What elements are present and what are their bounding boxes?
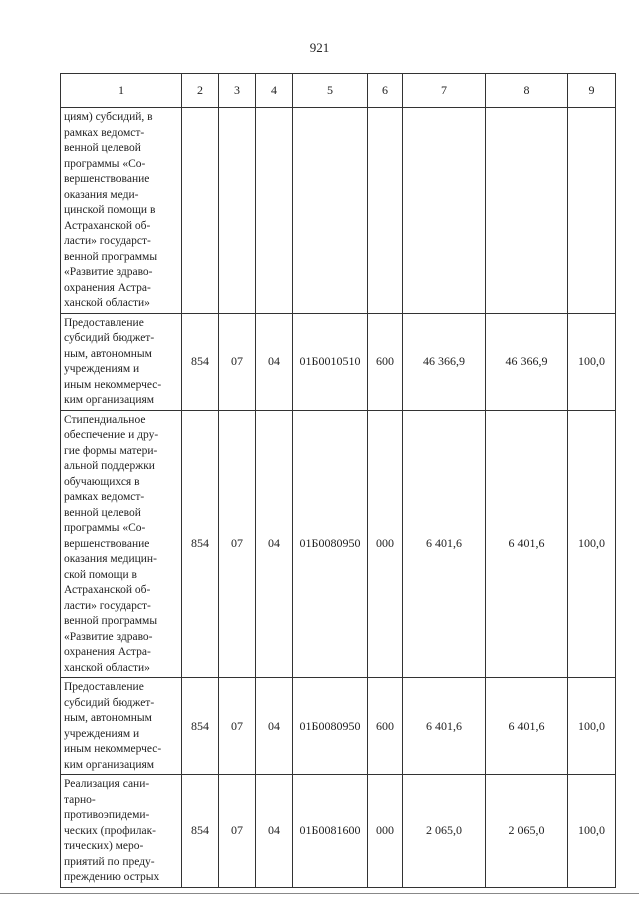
row-description: Реализация сани- тарно- противоэпидеми- ческих (профилак- тических) меро- приятий по преду- преждению острых <box>61 775 182 888</box>
row-grbs <box>182 108 219 314</box>
table-row <box>61 678 616 775</box>
row-target: 01Б0081600 <box>293 775 368 888</box>
row-target: 01Б0010510 <box>293 313 368 410</box>
row-section: 07 <box>219 678 256 775</box>
row-grbs: 854 <box>182 678 219 775</box>
page-number: 921 <box>309 40 330 55</box>
row-grbs: 854 <box>182 775 219 888</box>
row-percent: 100,0 <box>568 775 616 888</box>
row-subsection: 04 <box>256 313 293 410</box>
row-target: 01Б0080950 <box>293 410 368 678</box>
header-cell-8: 8 <box>486 74 568 108</box>
row-fact: 46 366,9 <box>486 313 568 410</box>
row-fact: 6 401,6 <box>486 678 568 775</box>
row-description: циям) субсидий, в рамках ведомст- венной целевой программы «Со- вершенствование оказания меди- цинской помощи в Астраханской об- ласти» государст- венной программы «Развитие здраво- охранения Астра- ханской области» <box>61 108 182 314</box>
row-fact <box>486 108 568 314</box>
header-row <box>61 74 616 108</box>
row-grbs: 854 <box>182 410 219 678</box>
row-fact: 2 065,0 <box>486 775 568 888</box>
row-subsection <box>256 108 293 314</box>
row-section: 07 <box>219 313 256 410</box>
row-subsection: 04 <box>256 775 293 888</box>
row-vr <box>368 108 403 314</box>
row-grbs: 854 <box>182 313 219 410</box>
row-vr: 600 <box>368 313 403 410</box>
row-target: 01Б0080950 <box>293 678 368 775</box>
header-cell-4: 4 <box>256 74 293 108</box>
table-row <box>61 775 616 888</box>
row-section: 07 <box>219 775 256 888</box>
header-cell-5: 5 <box>293 74 368 108</box>
row-vr: 600 <box>368 678 403 775</box>
row-description: Предоставление субсидий бюджет- ным, автономным учреждениям и иным некоммерчес- ким организациям <box>61 313 182 410</box>
row-vr: 000 <box>368 775 403 888</box>
row-subsection: 04 <box>256 410 293 678</box>
row-percent: 100,0 <box>568 410 616 678</box>
row-percent <box>568 108 616 314</box>
table-row <box>61 313 616 410</box>
row-description: Стипендиальное обеспечение и дру- гие формы матери- альной поддержки обучающихся в рамках ведомст- венной целевой программы «Со- вершенствование оказания медицин- ской помощи в Астраханской об- ласти» государст- венной программы «Развитие здраво- охранения Астра- ханской области» <box>61 410 182 678</box>
header-cell-6: 6 <box>368 74 403 108</box>
header-cell-1: 1 <box>61 74 182 108</box>
row-target <box>293 108 368 314</box>
table-row <box>61 410 616 678</box>
scan-edge-divider <box>0 893 639 894</box>
row-fact: 6 401,6 <box>486 410 568 678</box>
row-description: Предоставление субсидий бюджет- ным, автономным учреждениям и иным некоммерчес- ким организациям <box>61 678 182 775</box>
row-vr: 000 <box>368 410 403 678</box>
row-plan: 2 065,0 <box>403 775 486 888</box>
header-cell-9: 9 <box>568 74 616 108</box>
header-cell-7: 7 <box>403 74 486 108</box>
row-plan: 46 366,9 <box>403 313 486 410</box>
row-percent: 100,0 <box>568 313 616 410</box>
row-plan: 6 401,6 <box>403 678 486 775</box>
row-subsection: 04 <box>256 678 293 775</box>
header-cell-2: 2 <box>182 74 219 108</box>
row-plan <box>403 108 486 314</box>
header-cell-3: 3 <box>219 74 256 108</box>
row-plan: 6 401,6 <box>403 410 486 678</box>
row-percent: 100,0 <box>568 678 616 775</box>
budget-table <box>60 73 616 888</box>
row-section: 07 <box>219 410 256 678</box>
row-section <box>219 108 256 314</box>
table-row <box>61 108 616 314</box>
